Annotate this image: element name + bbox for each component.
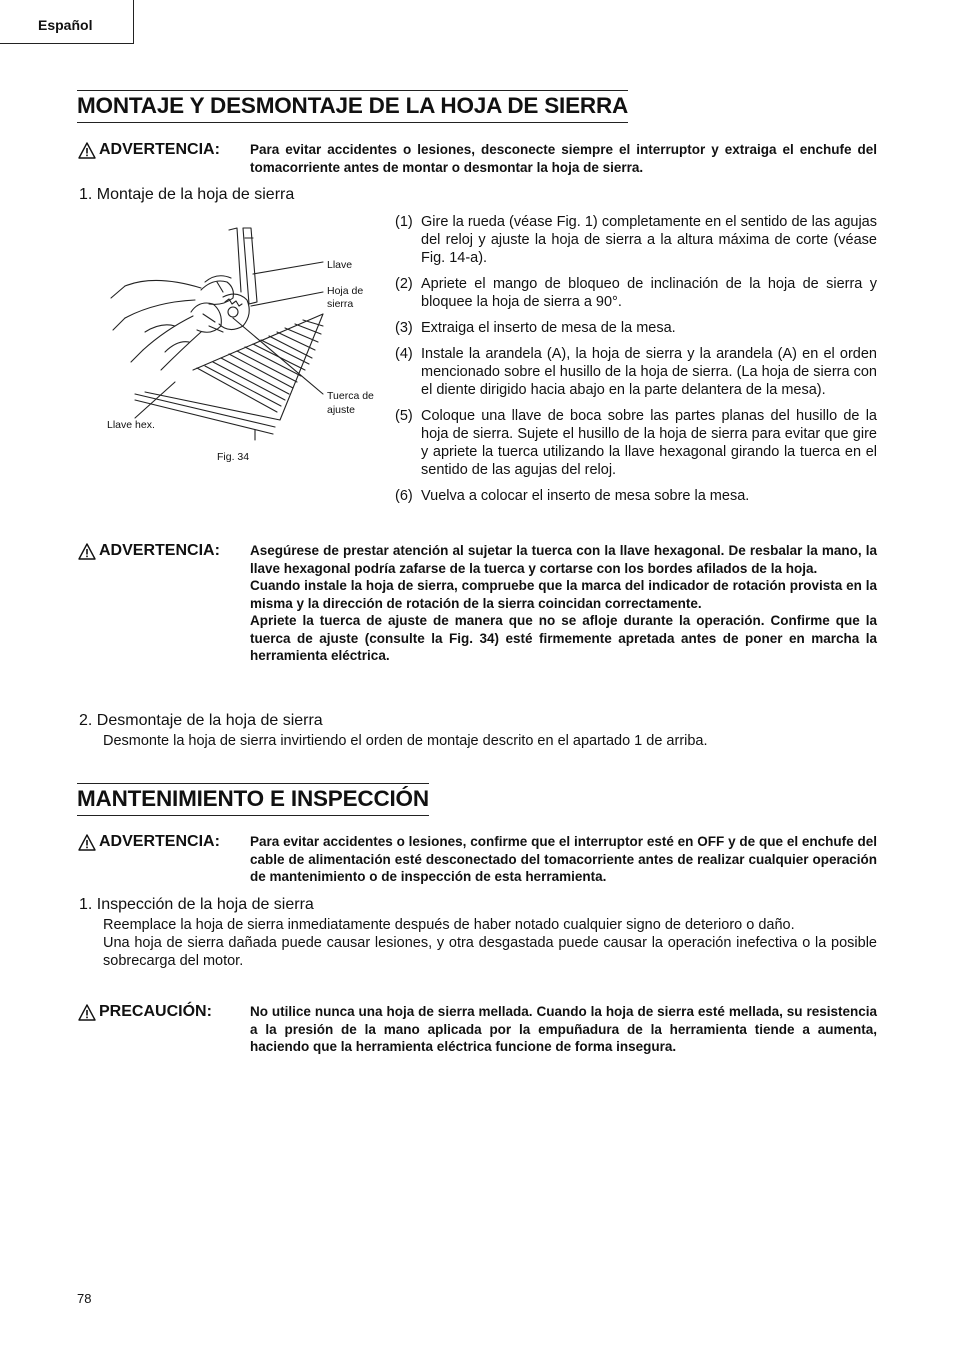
figure-caption: Fig. 34 xyxy=(217,451,250,463)
label-hoja-line1: Hoja de xyxy=(327,285,364,297)
list-item: (5) Coloque una llave de boca sobre las partes planas del husillo de la hoja de sierra. Sujete el husillo de la hoja de sierra para evitar que gire y apriete la tuerca utilizando la llave hexagonal girando la tuerca en el sentido de las agujas del reloj. xyxy=(395,408,877,478)
figure-34 xyxy=(105,222,390,472)
caution-text: No utilice nunca una hoja de sierra mellada. Cuando la hoja de sierra esté mellada, su resistencia a la presión de la mano aplicada por la empuñadura de la herramienta tiende a aumenta, haciendo que la herramienta eléctrica funcione de forma insegura. xyxy=(250,1004,877,1054)
inspeccion-text: Reemplace la hoja de sierra inmediatamente después de haber notado cualquier signo de deterioro o daño. Una hoja de sierra dañada puede causar lesiones, y otra desgastada puede causar la operación inefectiva o la posible sobrecarga del motor. xyxy=(103,917,877,969)
label-llave-hex: Llave hex. xyxy=(107,419,155,431)
warning-text: Para evitar accidentes o lesiones, confirme que el interruptor esté en OFF y de que el enchufe del cable de alimentación esté desconectado del tomacorriente antes de realizar cualquier operación de mantenimiento o de inspección de esta herramienta. xyxy=(250,834,877,884)
list-item: (4) Instale la arandela (A), la hoja de sierra y la arandela (A) en el orden mencionado sobre el husillo de la hoja de sierra. (La hoja de sierra con el diente dirigido hacia abajo en la parte delantera de la mesa). xyxy=(395,346,877,398)
list-item: (2) Apriete el mango de bloqueo de inclinación de la hoja de sierra y bloquee la hoja de sierra a 90°. xyxy=(395,275,877,310)
warning-text: Para evitar accidentes o lesiones, desconecte siempre el interruptor y extraiga el enchufe del tomacorriente antes de montar o desmontar la hoja de sierra. xyxy=(250,142,877,175)
caution-block xyxy=(78,1003,877,1056)
warning-text-rotation: Cuando instale la hoja de sierra, compruebe que la marca del indicador de rotación provista en la misma y la dirección de rotación de la sierra coincidan correctamente. xyxy=(250,578,877,611)
label-llave: Llave xyxy=(327,259,353,271)
label-hoja-line2: sierra xyxy=(327,298,354,310)
caution-label: PRECAUCIÓN: xyxy=(78,1003,212,1021)
warning-label: ADVERTENCIA: xyxy=(78,141,220,159)
warning-triangle-icon xyxy=(78,543,96,560)
warning-block-3 xyxy=(78,833,877,886)
mounting-steps-list xyxy=(395,214,877,514)
language-tab xyxy=(0,0,134,44)
warning-label: ADVERTENCIA: xyxy=(78,542,220,560)
section-title-montaje: MONTAJE Y DESMONTAJE DE LA HOJA DE SIERRA xyxy=(77,90,628,123)
warning-triangle-icon xyxy=(78,142,96,159)
page-number: 78 xyxy=(77,1291,92,1306)
warning-block-1 xyxy=(78,141,877,176)
desmontaje-text: Desmonte la hoja de sierra invirtiendo el orden de montaje descrito en el apartado 1 de arriba. xyxy=(103,733,708,749)
list-item: (3) Extraiga el inserto de mesa de la mesa. xyxy=(395,319,676,336)
list-item: (1) Gire la rueda (véase Fig. 1) completamente en el sentido de las agujas del reloj y ajuste la hoja de sierra a la altura máxima de corte (véase Fig. 14-a). xyxy=(395,214,877,266)
language-label: Español xyxy=(38,17,93,33)
label-tuerca-line2: ajuste xyxy=(327,404,356,416)
label-tuerca-line1: Tuerca de xyxy=(327,390,374,402)
warning-block-2 xyxy=(78,542,877,665)
list-item: (6) Vuelva a colocar el inserto de mesa sobre la mesa. xyxy=(395,487,750,504)
warning-text-nut: Apriete la tuerca de ajuste de manera que no se afloje durante la operación. Confirme que la tuerca de ajuste (consulte la Fig. 34) esté firmemente apretada antes de poner en marcha la herramienta eléctrica. xyxy=(250,613,877,663)
warning-label: ADVERTENCIA: xyxy=(78,833,220,851)
subheading-montaje: 1. Montaje de la hoja de sierra xyxy=(79,186,295,203)
warning-triangle-icon xyxy=(78,834,96,851)
warning-triangle-icon xyxy=(78,1004,96,1021)
subheading-desmontaje: 2. Desmontaje de la hoja de sierra xyxy=(79,712,323,729)
subheading-inspeccion: 1. Inspección de la hoja de sierra xyxy=(79,896,314,913)
warning-text-slip: Asegúrese de prestar atención al sujetar la tuerca con la llave hexagonal. De resbalar la mano, la llave hexagonal podría zafarse de la tuerca y cortarse con los bordes afilados de la hoja. xyxy=(250,543,877,576)
section-title-mantenimiento: MANTENIMIENTO E INSPECCIÓN xyxy=(77,783,429,816)
